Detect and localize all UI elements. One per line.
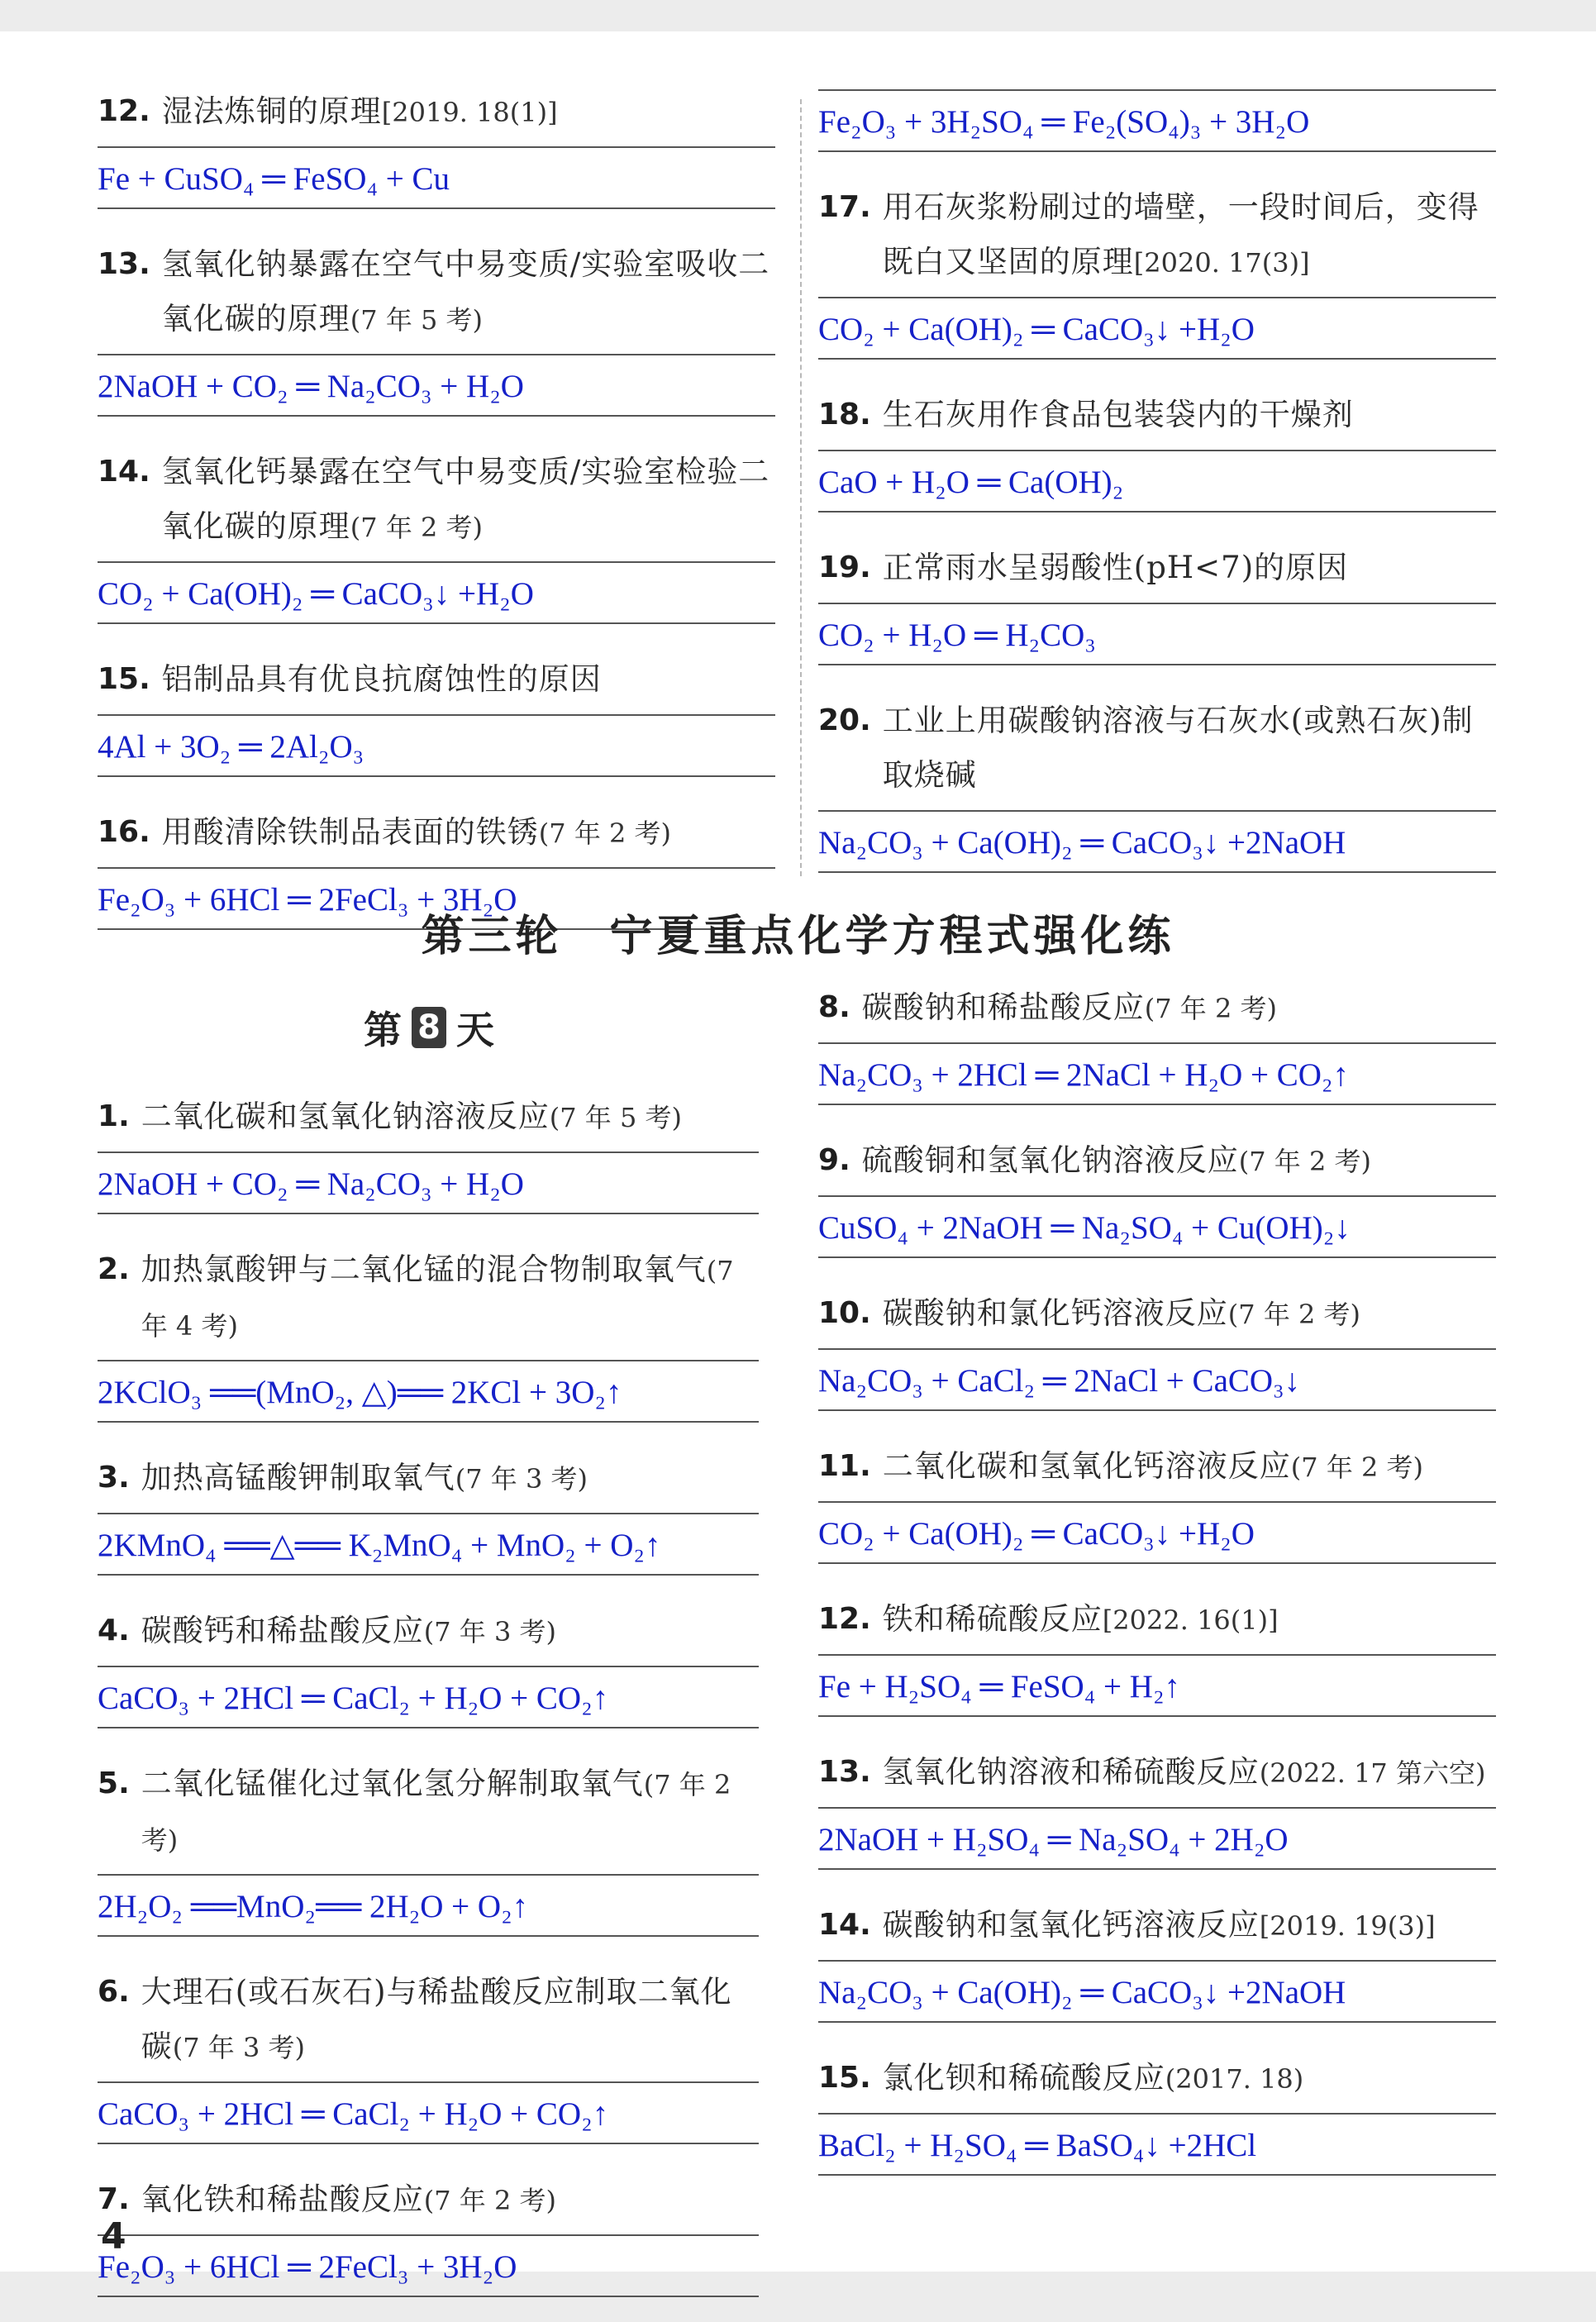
question-10 (818, 1286, 1496, 1411)
question-number: 9 . (818, 1133, 850, 1188)
question-text: 用石灰浆粉刷过的墙壁，一段时间后，变得既白又坚固的原理 (882, 189, 1479, 279)
question-source: (7 年 3 考) (423, 1616, 556, 1647)
question-number: 10 . (818, 1286, 871, 1341)
question-number: 12 . (818, 1592, 871, 1647)
answer-equation: Fe₂O₃ + 6HCl ═ 2FeCl₃ + 3H₂O (98, 2249, 517, 2285)
question-text: 二氧化锰催化过氧化氢分解制取氧气 (141, 1766, 644, 1801)
answer-equation: 2NaOH + CO₂ ═ Na₂CO₃ + H₂O (98, 1166, 524, 1202)
question-text: 碳酸钠和氯化钙溶液反应 (882, 1295, 1228, 1331)
page-number: 4 (101, 2215, 126, 2258)
answer-equation: Fe + CuSO₄ ═ FeSO₄ + Cu (98, 161, 450, 197)
answer-line (818, 1807, 1496, 1870)
answer-equation: CO₂ + Ca(OH)₂ ═ CaCO₃↓ +H₂O (818, 312, 1255, 347)
question-number: 8 . (818, 980, 850, 1035)
question-text: 加热高锰酸钾制取氧气 (141, 1460, 455, 1495)
answer-line (98, 714, 775, 777)
question-number: 18 . (818, 388, 871, 442)
section-title: 第三轮 宁夏重点化学方程式强化练 (421, 912, 1175, 961)
answer-equation: CO₂ + Ca(OH)₂ ═ CaCO₃↓ +H₂O (98, 576, 534, 612)
question-number: 2 . (98, 1242, 130, 1297)
question-17-top (818, 180, 1496, 360)
answer-line (818, 2113, 1496, 2176)
question-20-top (818, 694, 1496, 873)
question-19-top (818, 541, 1496, 665)
question-number: 11 . (818, 1439, 871, 1494)
day-prefix: 第 (364, 1008, 402, 1052)
question-text: 氢氧化钠暴露在空气中易变质/实验室吸收二氧化碳的原理 (161, 246, 770, 336)
day-number-badge: 8 (412, 1007, 446, 1048)
question-text: 碳酸钠和氢氧化钙溶液反应 (882, 1907, 1260, 1943)
answer-line (818, 1348, 1496, 1411)
question-source: (7 年 2 考) (350, 512, 484, 543)
question-number: 20 . (818, 694, 871, 748)
answer-line (98, 1151, 759, 1214)
answer-line-continued (818, 89, 1496, 152)
question-source: (7 年 4 考) (141, 1255, 734, 1342)
question-12-top (98, 84, 775, 209)
question-source: (7 年 2 考) (1144, 993, 1277, 1024)
question-text: 碳酸钙和稀盐酸反应 (141, 1613, 424, 1648)
question-source: (7 年 2 考) (423, 2185, 556, 2216)
answer-line (98, 1360, 759, 1423)
question-text: 湿法炼铜的原理 (161, 93, 382, 129)
question-8 (818, 980, 1496, 1105)
answer-equation: Na₂CO₃ + CaCl₂ ═ 2NaCl + CaCO₃↓ (818, 1363, 1301, 1399)
question-text: 碳酸钠和稀盐酸反应 (861, 989, 1145, 1025)
question-number: 16 . (98, 805, 150, 860)
answer-line (818, 1654, 1496, 1717)
question-text: 铝制品具有优良抗腐蚀性的原因 (161, 661, 602, 697)
question-source: (7 年 5 考) (350, 304, 484, 336)
question-number: 5 . (98, 1757, 130, 1811)
answer-equation: Fe₂O₃ + 3H₂SO₄ ═ Fe₂(SO₄)₃ + 3H₂O (818, 104, 1310, 140)
question-number: 12 . (98, 84, 150, 139)
question-15-top (98, 652, 775, 777)
question-number: 3 . (98, 1451, 130, 1505)
answer-equation: 2NaOH + CO₂ ═ Na₂CO₃ + H₂O (98, 369, 524, 404)
answer-line (818, 297, 1496, 360)
page-edge-top (0, 0, 1596, 31)
question-source: [2022. 16(1)] (1102, 1604, 1279, 1636)
answer-equation: BaCl₂ + H₂SO₄ ═ BaSO₄↓ +2HCl (818, 2128, 1257, 2163)
question-number: 14 . (818, 1898, 871, 1952)
question-text: 二氧化碳和氢氧化钠溶液反应 (141, 1099, 550, 1134)
answer-equation: CaO + H₂O ═ Ca(OH)₂ (818, 465, 1124, 500)
answer-equation: CO₂ + H₂O ═ H₂CO₃ (818, 617, 1096, 653)
question-13-top (98, 237, 775, 417)
question-text: 用酸清除铁制品表面的铁锈 (161, 814, 539, 850)
question-number: 15 . (98, 652, 150, 707)
question-text: 氯化钡和稀硫酸反应 (882, 2060, 1165, 2096)
answer-equation: CaCO₃ + 2HCl ═ CaCl₂ + H₂O + CO₂↑ (98, 1681, 609, 1716)
day-suffix: 天 (456, 1008, 494, 1052)
answer-equation: Na₂CO₃ + Ca(OH)₂ ═ CaCO₃↓ +2NaOH (818, 1975, 1346, 2010)
question-13 (818, 1745, 1496, 1870)
question-number: 13 . (818, 1745, 871, 1800)
answer-line (818, 450, 1496, 513)
answer-equation: CuSO₄ + 2NaOH ═ Na₂SO₄ + Cu(OH)₂↓ (818, 1210, 1351, 1246)
question-number: 6 . (98, 1965, 130, 2019)
answer-equation: CO₂ + Ca(OH)₂ ═ CaCO₃↓ +H₂O (818, 1516, 1255, 1552)
question-number: 17 . (818, 180, 871, 235)
question-text: 正常雨水呈弱酸性(pH<7)的原因 (882, 550, 1349, 585)
answer-equation: 2NaOH + H₂SO₄ ═ Na₂SO₄ + 2H₂O (818, 1822, 1289, 1857)
question-source: (7 年 3 考) (455, 1463, 588, 1495)
answer-equation: 2KMnO₄ ══△══ K₂MnO₄ + MnO₂ + O₂↑ (98, 1528, 661, 1563)
question-text: 氢氧化钠溶液和稀硫酸反应 (882, 1754, 1260, 1790)
answer-line (98, 1666, 759, 1728)
column-divider (800, 99, 802, 876)
bottom-left-column (98, 1089, 759, 2297)
question-text: 大理石(或石灰石)与稀盐酸反应制取二氧化碳 (141, 1974, 732, 2064)
question-source: [2019. 19(3)] (1259, 1910, 1436, 1942)
answer-line (818, 1195, 1496, 1258)
question-1 (98, 1089, 759, 1214)
answer-line (818, 1960, 1496, 2023)
question-source: (7 年 2 考) (538, 818, 672, 849)
answer-line (98, 1874, 759, 1937)
question-6 (98, 1965, 759, 2144)
answer-line (98, 561, 775, 624)
question-text: 二氧化碳和氢氧化钙溶液反应 (882, 1448, 1291, 1484)
answer-line (818, 603, 1496, 665)
question-3 (98, 1451, 759, 1576)
top-left-column (98, 84, 775, 930)
answer-equation: Fe₂O₃ + 6HCl ═ 2FeCl₃ + 3H₂O (98, 882, 517, 918)
question-18-top (818, 388, 1496, 513)
answer-line (98, 2234, 759, 2297)
answer-equation: CaCO₃ + 2HCl ═ CaCl₂ + H₂O + CO₂↑ (98, 2096, 609, 2132)
question-number: 19 . (818, 541, 871, 595)
question-text: 加热氯酸钾与二氧化锰的混合物制取氧气 (141, 1252, 707, 1287)
answer-equation: 4Al + 3O₂ ═ 2Al₂O₃ (98, 729, 364, 765)
answer-line (818, 1042, 1496, 1105)
answer-line (98, 2081, 759, 2144)
question-text: 硫酸铜和氢氧化钠溶液反应 (861, 1142, 1239, 1178)
question-source: [2019. 18(1)] (381, 97, 558, 128)
question-text: 铁和稀硫酸反应 (882, 1601, 1103, 1637)
question-12 (818, 1592, 1496, 1717)
top-right-column (818, 89, 1496, 873)
question-text: 生石灰用作食品包装袋内的干燥剂 (882, 397, 1354, 432)
day-title (364, 1000, 494, 1055)
question-text: 工业上用碳酸钠溶液与石灰水(或熟石灰)制取烧碱 (882, 703, 1474, 793)
question-number: 4 . (98, 1604, 130, 1658)
question-source: (7 年 2 考) (1290, 1452, 1424, 1483)
answer-equation: Na₂CO₃ + 2HCl ═ 2NaCl + H₂O + CO₂↑ (818, 1057, 1349, 1093)
question-5 (98, 1757, 759, 1937)
question-number: 1 . (98, 1089, 130, 1144)
question-11 (818, 1439, 1496, 1564)
answer-equation: Fe + H₂SO₄ ═ FeSO₄ + H₂↑ (818, 1669, 1181, 1705)
question-15 (818, 2051, 1496, 2176)
question-source: (7 年 3 考) (172, 2032, 305, 2063)
question-2 (98, 1242, 759, 1423)
question-number: 13 . (98, 237, 150, 292)
question-source: (7 年 2 考) (1238, 1146, 1371, 1177)
question-text: 氧化铁和稀盐酸反应 (141, 2181, 424, 2217)
answer-line (98, 354, 775, 417)
answer-line (818, 810, 1496, 873)
question-14 (818, 1898, 1496, 2023)
answer-line (818, 1501, 1496, 1564)
question-source: (2017. 18) (1165, 2063, 1304, 2095)
answer-line (98, 146, 775, 209)
question-source: (7 年 2 考) (141, 1769, 731, 1856)
bottom-right-column (818, 980, 1496, 2176)
answer-line (98, 1513, 759, 1576)
question-source: (7 年 5 考) (549, 1102, 682, 1133)
question-source: (7 年 2 考) (1227, 1299, 1361, 1330)
question-7 (98, 2172, 759, 2297)
question-9 (818, 1133, 1496, 1258)
question-4 (98, 1604, 759, 1728)
answer-equation: 2H₂O₂ ══MnO₂══ 2H₂O + O₂↑ (98, 1889, 529, 1924)
question-source: (2022. 17 第六空) (1259, 1757, 1486, 1789)
answer-equation: Na₂CO₃ + Ca(OH)₂ ═ CaCO₃↓ +2NaOH (818, 825, 1346, 861)
answer-equation: 2KClO₃ ══(MnO₂, △)══ 2KCl + 3O₂↑ (98, 1375, 622, 1410)
question-number: 14 . (98, 445, 150, 499)
question-number: 15 . (818, 2051, 871, 2105)
question-source: [2020. 17(3)] (1133, 247, 1310, 279)
question-14-top (98, 445, 775, 624)
question-text: 氢氧化钙暴露在空气中易变质/实验室检验二氧化碳的原理 (161, 454, 770, 544)
question-number: 7 . (98, 2172, 130, 2227)
